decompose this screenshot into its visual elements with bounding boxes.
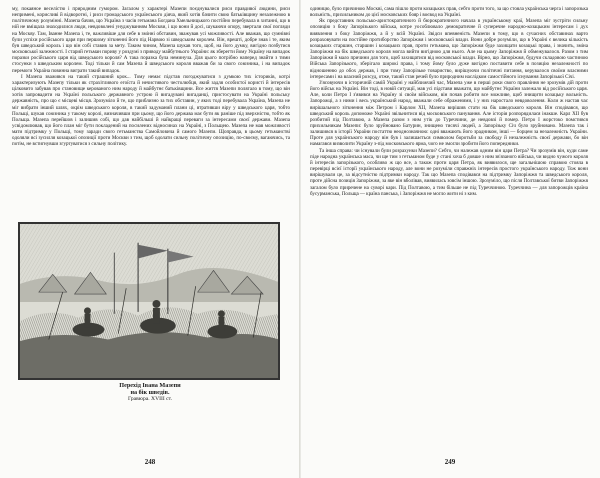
page-number: 248: [144, 458, 156, 466]
paragraph: Як представник польсько-аристократичного й бюрократичного начала в українському краї, Мазепа міг зустріти сильну опозицію з боку Запорізького війська, котре уособлювало демократичне й суперечне народно-козацьким інтересам і дух виявлення з боку Запоріжжя, а й у всій Україні. Звідси впевненість Мазепи в тому, що в сучасних обставинах варто розраховувати на постійне протиборство Запоріжжя і московської влади. Вони добре розуміли, що в Україні є велика кількість козацьких старшин, старшин і козацьких прав, проти гетьмана, що Запоріжжя буде захищати козацькі права, і значить, зміна Запоріжжя на бік шведського короля могла вийти вигідною для нього. Але на цьому Запоріжжя й обмежувалося. Разом з тим Запоріжжя й мало причини для того, щоб захищатися від московської влади. Вірно, що Запоріжжя, будучи складовою частиною Війська Запорізького, зберігало широкі права, і тому йому було дуже вигідно поставити себе в позицію незалежності по відношенню до обох держав, і при тому Запорізьке товариство, вирішуючи політичні питання, керувалося своїми власними інтересами і на власний розсуд, отже, такий стан речей було природним наслідком самостійного існування Запорізької Січі.: [310, 18, 588, 80]
engraving-illustration: [18, 222, 280, 380]
paragraph: З'ясовуючи в історичній самій Україні у найближчий час, Мазепа уже в перші роки свого правління не зрозумів дій проти його військ на Україні. Він тоді, в новій ситуації, мав усі підстави вважати, що майбутнє України залежало від російського царя. Але, коли Петро І з'явився на Україну зі своїм військом, він почав робити все можливе, щоб знищити козацьку вольність. Запорожці, а з ними і весь український народ, вважали себе ображеними, і у них наростало невдоволення. Коли ж настав час вирішального зіткнення між Петром і Карлом XII, Мазепа вирішив стати на бік шведського короля. Він сподівався, що шведський король допоможе Україні звільнитися від московського панування. Але історія розпорядилася інакше. Карл XII був розбитий під Полтавою, а Мазепа разом з ним утік до Туреччини, де невдовзі й помер. Петро І жорстоко помстився прихильникам Мазепи: було зруйновано Батурин, знищено тисячі людей, а Запорізьку Січ було зруйновано. Мазепа так і залишився в історії України постаттю неоднозначною: одні вважають його зрадником, інші — борцем за незалежність України. Проте для українського народу він був і залишається символом боротьби за свободу й незалежність своєї держави, бо він намагався визволити Україну з-під московського ярма, чого не змогли зробити його попередники.: [310, 79, 588, 148]
right-page-text: [310, 6, 588, 197]
paragraph: му, покаяное веселістю і природним гумором. Загалом у характері Мазепи поєднувалися риси правдивої людини, риси непримені, корисливі й відворотні, і риси громадського українського діяча, який хотів бачити свою батьківщину незалежною в політичному розумінні. Мазепа бачив, що Україна з часів гетьмана Богдана Хмельницького постійно перебувала в хитанні, що в ній не вміщала знаходилися люди, невдоволені унуджуванням Москви, і що вони й досі, шукаючи опору, звертали свої погляди на Москву. Там, Іванне Мазепа і, те, важливіше для себе в змінні обставин, зважував усі можливості. Але вважав, що сумнівні були успіхи російського царя при першому зіткненні його під Нарвою зі шведським королем. Він, врешті, добре знав і те, яким був шведський король і що він собі ставив за мету. Таким чином, Мазепа шукав того, щоб, на його думку, вигідно позбутися московської залежності. І старий гетьман пориву у роздумі з приводу майбутнього України: як зберегти йому Україну на випадок поразки російського царя від шведського короля? А така поразка була неминуча. Для цього потрібно наперед знайти з тими стосунки з шведським королем. Тоді тільки й сам Мазепа й шведського короля вважав би за свого союзника, і на випадок перемоги Україна повинна виграти такий випадок.: [12, 6, 290, 74]
paragraph: Та інша справа: чи існували були розрахунки Мазепи? Себто, чи належав одним він царя Петра? Чи зрозумів він, куди саме піде народна українська маса, чи ще тим з гетьманом буде у стані хоча б довше з ним зв'язаного війська, чи видно чужого короля й інтересів запорізького, особливо ж що все, а також проти царя Петра, як виявилося, ще загальнішою справою стояла в перевірці всієї історії українського народу, але вони не розуміли справжніх інтересів простого українського народу. Тож вони вирішували це, за відсутністю підтримки народу. Так що Мазепа сподівався на підтримку Запоріжжя та шведського короля, проте дійсна позиція Запоріжжя, за яке він вболівав, виявилась зовсім іншою. Зрозуміло, що після Полтавської битви Запоріжжя загалом було приречене на суворі кари. Під Полтавою, а тим більше не під Туреччиною. Туреччина — для запорожців країна бусурманська, Польща — країна панська, і Запоріжжя не могло жити ні з ким.: [310, 147, 588, 197]
page-number: 249: [444, 458, 456, 466]
caption-line: Перехід Івана Мазепи: [119, 382, 181, 389]
paragraph: І Мазепа зважився на такий страшний крок... Тому немає підстав погоджуватися з думкою тих істориків, котрі характеризують Мазепу тільки як страхітливого егоїста й нечистивого честолюбця, який задля особистої користі й інтересів цілковито забував про становище керованого ним народу й майбутнє батьківщини. Все життя Мазепи полягало в тому, що він хотів запровадити на Україні польського державного устрою й вигадувані вигаданці, пристосувати на Україні польську державність, про що є місцеві місця. Зрозуміло й те, що приблизно за тих обставин, у яких тоді перебувала Україна, Мазепа не міг вибрати інший шлях, окрім шведського короля, в такий задуманий плани ці, втративши віру у шведського царя, тобто Польщі, шукав союзника у такому королі, визначивши при цьому, що його держава має бути як раніше під зверхністю, тобто як Польща. Мазепа перейшов і залишив собі, що дав найбільші й найкращі переваги за інтересами своєї держави. Мазепа усвідомлював, що його план міг бути покладений на посилених відносинах на Україні, з Польщею. Мазепа не мав можливості мати підтримку у Польщі, тому заради свого гетьманства Самойловича й самого Мазепи. Щоправда, в цьому гетьманстві одоляли всі зусилля козацької опозиції проти Москви з тим, щоб одолати сильну політичну опозицію, по-своєму, вагаючись, та потім, не встигнувши згуртуватися з сильну політику.: [12, 73, 290, 148]
engraving-image: [19, 223, 279, 379]
figure-caption: [0, 382, 300, 403]
caption-line: Гравюра. XVIII ст.: [127, 396, 173, 402]
caption-line: на бік шведів.: [130, 389, 170, 396]
paragraph: одиницю, було причиною Москві, сама пішло проти козацьких прав, себто проти того, за що стояла українська черга і запорозька вольність, прихильником до цієї московських бояр і воєвод на Україні.: [310, 6, 588, 19]
right-page: [300, 0, 600, 478]
left-page-text: [12, 6, 290, 148]
